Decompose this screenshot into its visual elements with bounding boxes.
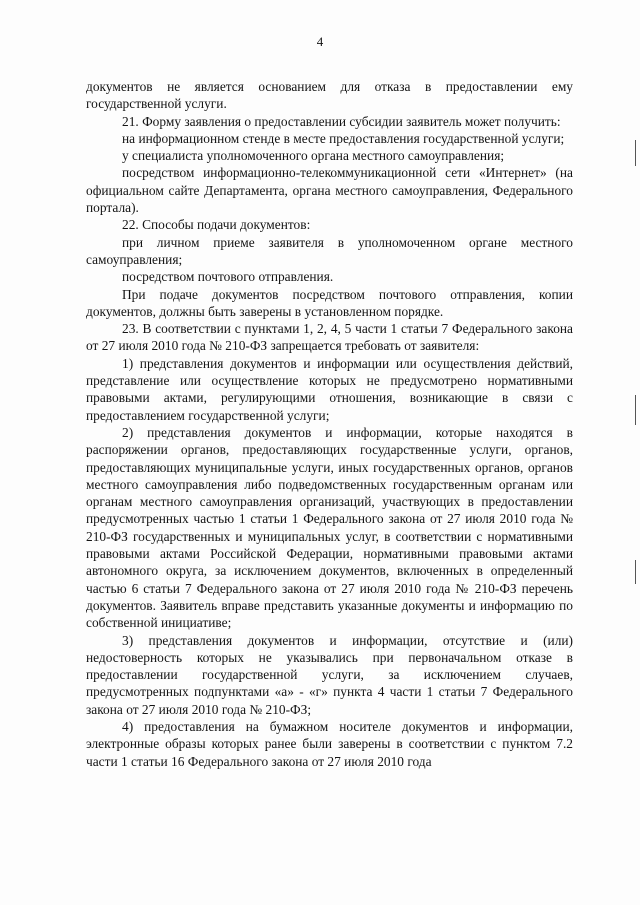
scan-edge-mark (635, 140, 636, 166)
paragraph-23-item-4: 4) предоставления на бумажном носителе документов и информации, электронные образы которых ранее были заверены в соответствии с пунктом 7.2 части 1 статьи 16 Федерального закона от 27 июля 2010 года (86, 718, 573, 769)
paragraph-22-option-personal: при личном приеме заявителя в уполномоченном органе местного самоуправления; (86, 234, 573, 267)
paragraph-21-option-specialist: у специалиста уполномоченного органа местного самоуправления; (122, 148, 505, 164)
paragraph-23-item-1: 1) представления документов и информации или осуществления действий, представление или осуществление которых не предусмотрено нормативными правовыми актами, регулирующими отношения, возникающие в связи с предоставлением государственной услуги; (86, 355, 573, 423)
paragraph-23-item-3: 3) представления документов и информации, отсутствие и (или) недостоверность которых не указывались при первоначальном отказе в предоставлении государственной услуги, за исключением случаев, предусмотренных подпунктами «а» - «г» пункта 4 части 1 статьи 7 Федерального закона от 27 июля 2010 года № 210-ФЗ; (86, 632, 573, 717)
paragraph-23: 23. В соответствии с пунктами 1, 2, 4, 5 части 1 статьи 7 Федерального закона от 27 июля 2010 года № 210-ФЗ запрещается требовать от заявителя: (86, 321, 573, 354)
paragraph-22-option-mail: посредством почтового отправления. (122, 269, 334, 285)
page-number: 4 (316, 34, 324, 49)
paragraph-23-item-2: 2) представления документов и информации, которые находятся в распоряжении органов, предоставляющих государственные услуги, органов, предоставляющих муниципальные услуги, иных государственных органов, органов местного самоуправления либо подведомственных государственным органам или органам местного самоуправления организаций, участвующих в предоставлении предусмотренных частью 1 статьи 1 Федерального закона от 27 июля 2010 года № 210-ФЗ государственных и муниципальных услуг, в соответствии с нормативными правовыми актами Российской Федерации, нормативными правовыми актами автономного округа, за исключением документов, включенных в определенный частью 6 статьи 7 Федерального закона от 27 июля 2010 года № 210-ФЗ перечень документов. Заявитель вправе представить указанные документы и информацию по собственной инициативе; (86, 424, 573, 631)
scan-edge-mark (635, 395, 636, 425)
paragraph-21-option-internet: посредством информационно-телекоммуникационной сети «Интернет» (на официальном сайте Департамента, органа местного самоуправления, Федерального портала). (86, 165, 573, 216)
paragraph-21: 21. Форму заявления о предоставлении субсидии заявитель может получить: (122, 113, 561, 129)
paragraph-22: 22. Способы подачи документов: (122, 217, 311, 233)
paragraph-22-note: При подаче документов посредством почтового отправления, копии документов, должны быть заверены в установленном порядке. (86, 286, 573, 319)
paragraph-21-option-stand: на информационном стенде в месте предоставления государственной услуги; (122, 130, 565, 146)
scan-edge-mark (635, 560, 636, 584)
paragraph-continuation: документов не является основанием для отказа в предоставлении ему государственной услуги. (86, 79, 573, 112)
document-body (86, 78, 573, 770)
